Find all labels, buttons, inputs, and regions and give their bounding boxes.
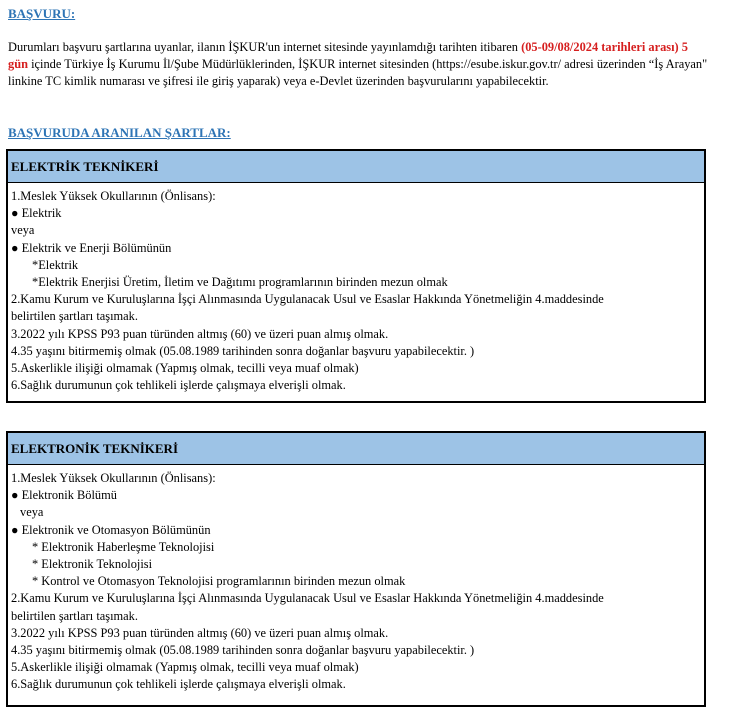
requirement-list xyxy=(8,465,704,694)
requirement-line: ● Elektronik ve Otomasyon Bölümünün xyxy=(11,522,211,537)
requirement-line: ● Elektrik ve Enerji Bölümünün xyxy=(11,240,172,255)
requirement-line: 4.35 yaşını bitirmemiş olmak (05.08.1989 tarihinden sonra doğanlar başvuru yapabilecektir. ) xyxy=(11,643,475,658)
requirement-list xyxy=(8,183,704,394)
requirement-line: * Elektronik Teknolojisi xyxy=(32,557,153,572)
requirement-line: * Kontrol ve Otomasyon Teknolojisi programlarının birinden mezun olmak xyxy=(32,574,406,589)
requirement-line: 2.Kamu Kurum ve Kuruluşlarına İşçi Alınmasında Uygulanacak Usul ve Esaslar Hakkında Yönetmeliğin 4.maddesinde xyxy=(11,292,604,307)
requirement-line: *Elektrik Enerjisi Üretim, İletim ve Dağıtımı programlarının birinden mezun olmak xyxy=(32,275,448,290)
section-elektronik-teknikeri xyxy=(6,431,706,707)
requirement-line: veya xyxy=(11,223,35,238)
requirements-heading: BAŞVURUDA ARANILAN ŞARTLAR: xyxy=(8,125,231,140)
section-title: ELEKTRİK TEKNİKERİ xyxy=(8,151,704,183)
requirement-line: 5.Askerlikle ilişiği olmamak (Yapmış olmak, tecilli veya muaf olmak) xyxy=(11,361,359,376)
requirement-line: 6.Sağlık durumunun çok tehlikeli işlerde çalışmaya elverişli olmak. xyxy=(11,677,346,692)
requirement-line: 6.Sağlık durumunun çok tehlikeli işlerde çalışmaya elverişli olmak. xyxy=(11,378,346,393)
requirement-line: veya xyxy=(20,505,44,520)
requirement-line: belirtilen şartları taşımak. xyxy=(11,309,138,324)
requirement-line: 2.Kamu Kurum ve Kuruluşlarına İşçi Alınmasında Uygulanacak Usul ve Esaslar Hakkında Yönetmeliğin 4.maddesinde xyxy=(11,591,604,606)
requirement-line: 4.35 yaşını bitirmemiş olmak (05.08.1989 tarihinden sonra doğanlar başvuru yapabilecektir. ) xyxy=(11,343,475,358)
intro-text-part2: içinde Türkiye İş Kurumu İl/Şube Müdürlüklerinden, İŞKUR internet sitesinden (https://esube.iskur.gov.tr/ adresi üzerinden “İş Arayan" linkine TC kimlik numarası ve şifresi ile giriş yaparak) veya e-Devlet üzerinden başvurularını yapabilecektir. xyxy=(8,57,708,88)
requirement-line: 3.2022 yılı KPSS P93 puan türünden altmış (60) ve üzeri puan almış olmak. xyxy=(11,326,389,341)
requirement-line: 1.Meslek Yüksek Okullarının (Önlisans): xyxy=(11,471,216,485)
requirement-line: * Elektronik Haberleşme Teknolojisi xyxy=(32,539,215,554)
intro-date-highlight: (05-09/08/2024 tarihleri arası) 5 gün xyxy=(8,40,688,71)
requirement-line: 3.2022 yılı KPSS P93 puan türünden altmış (60) ve üzeri puan almış olmak. xyxy=(11,625,389,640)
requirement-line: 1.Meslek Yüksek Okullarının (Önlisans): xyxy=(11,189,216,203)
requirement-line: ● Elektrik xyxy=(11,206,62,221)
requirement-line: 5.Askerlikle ilişiği olmamak (Yapmış olmak, tecilli veya muaf olmak) xyxy=(11,660,359,675)
section-elektrik-teknikeri xyxy=(6,149,706,403)
intro-text-part1: Durumları başvuru şartlarına uyanlar, ilanın İŞKUR'un internet sitesinde yayınlamdığı tarihten itibaren xyxy=(8,40,522,54)
basvuru-heading: BAŞVURU: xyxy=(8,6,76,21)
section-title: ELEKTRONİK TEKNİKERİ xyxy=(8,433,704,465)
intro-paragraph xyxy=(8,39,708,90)
requirement-line: ● Elektronik Bölümü xyxy=(11,488,117,503)
requirement-line: *Elektrik xyxy=(32,257,79,272)
requirement-line: belirtilen şartları taşımak. xyxy=(11,608,138,623)
